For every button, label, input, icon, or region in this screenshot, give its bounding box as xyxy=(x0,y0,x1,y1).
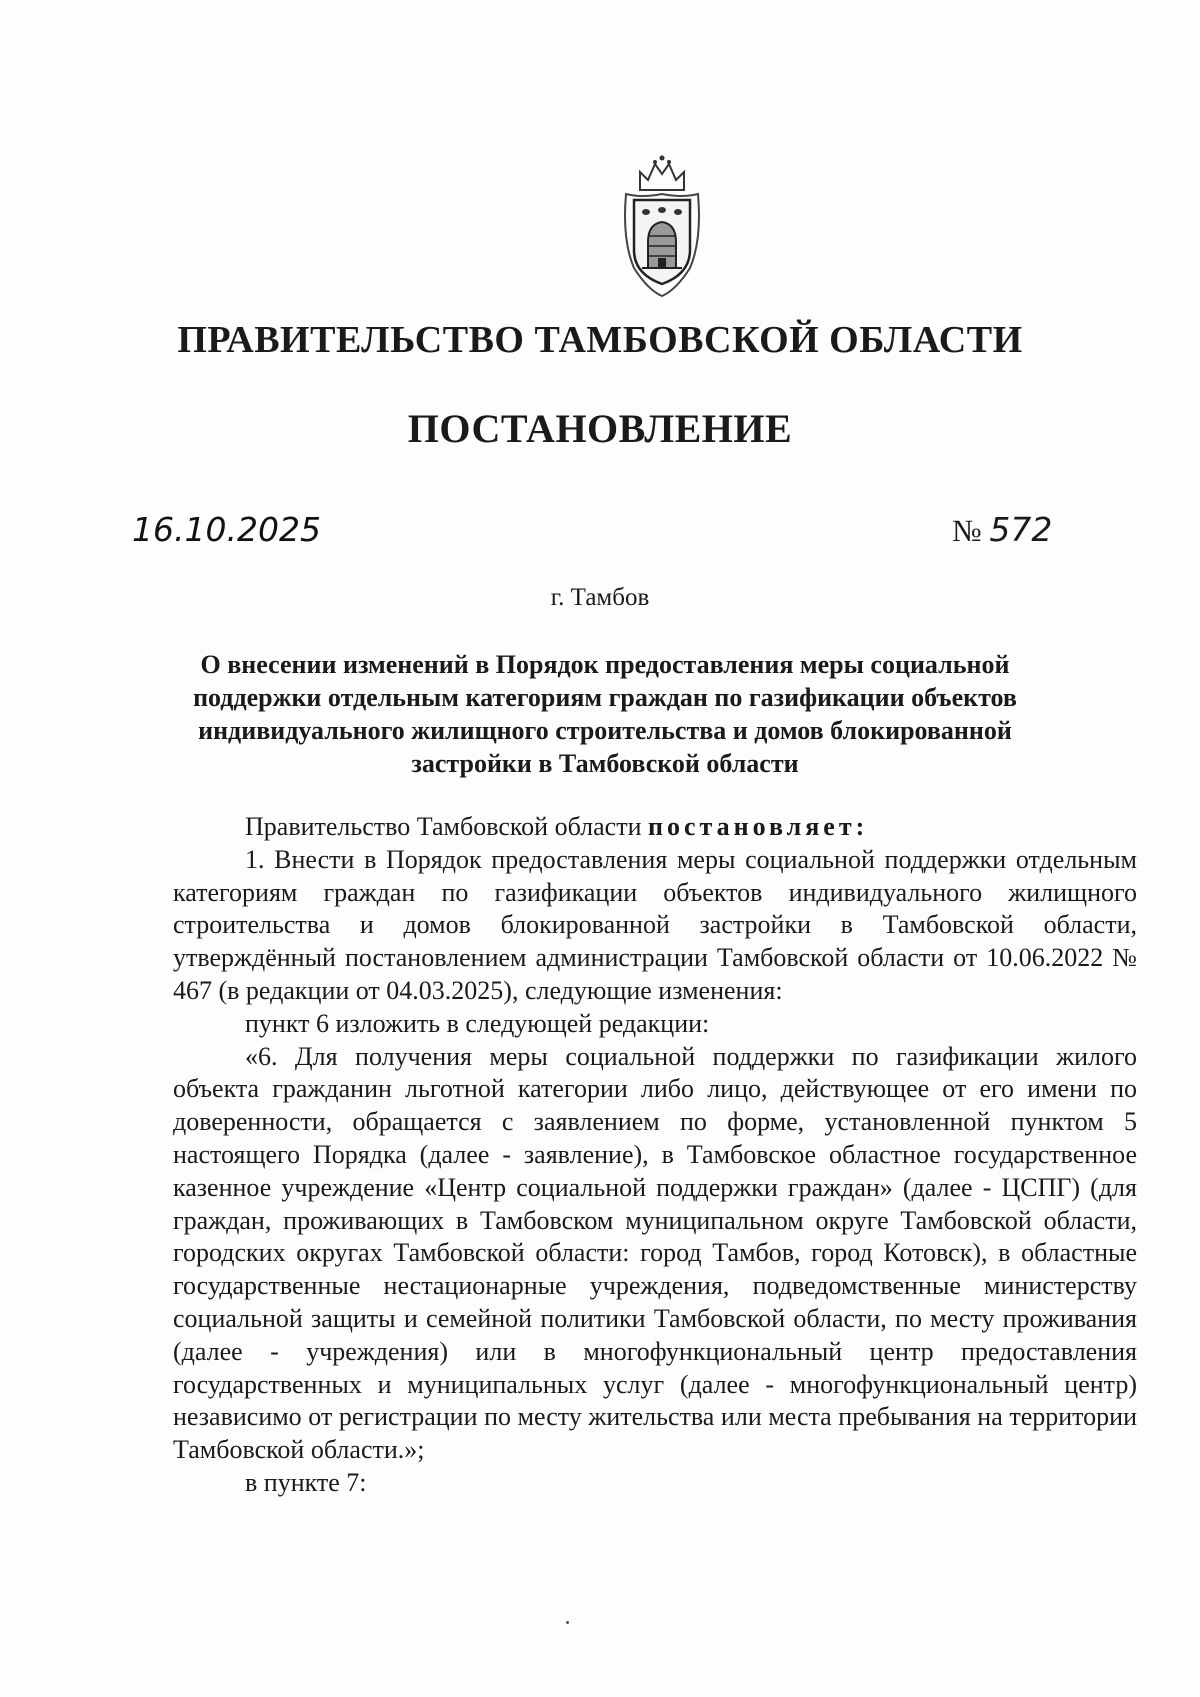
number-sign: № xyxy=(952,513,982,548)
coat-of-arms-icon xyxy=(612,150,712,300)
document-number xyxy=(952,510,1052,549)
paragraph-3: «6. Для получения меры социальной поддержки по газификации жилого объекта гражданин льготной категории либо лицо, действующее от его имени по доверенности, обращается с заявлением по форме, установленной пунктом 5 настоящего Порядка (далее - заявление), в Тамбовское областное государственное казенное учреждение «Центр социальной поддержки граждан» (далее - ЦСПГ) (для граждан, проживающих в Тамбовском муниципальном округе Тамбовской области, городских округах Тамбовской области: город Тамбов, город Котовск), в областные государственные нестационарные учреждения, подведомственные министерству социальной защиты и семейной политики Тамбовской области, по месту проживания (далее - учреждения) или в многофункциональный центр предоставления государственных и муниципальных услуг (далее - многофункциональный центр) независимо от регистрации по месту жительства или места пребывания на территории Тамбовской области.»; xyxy=(173,1041,1137,1465)
document-date: 16.10.2025 xyxy=(132,510,321,549)
document-type-title: ПОСТАНОВЛЕНИЕ xyxy=(407,406,793,451)
document-body xyxy=(173,811,1137,1500)
number-value: 572 xyxy=(989,510,1053,549)
preamble xyxy=(173,811,1137,844)
scan-speck xyxy=(566,1621,569,1624)
paragraph-2: пункт 6 изложить в следующей редакции: xyxy=(245,1008,710,1038)
city-line: г. Тамбов xyxy=(550,584,650,611)
paragraph-1: 1. Внести в Порядок предоставления меры социальной поддержки отдельным категориям граждан по газификации объектов индивидуального жилищного строительства и домов блокированной застройки в Тамбовской области, утверждённый постановлением администрации Тамбовской области от 10.06.2022 № 467 (в редакции от 04.03.2025), следующие изменения: xyxy=(173,844,1137,1005)
preamble-verb: постановляет: xyxy=(648,812,869,841)
preamble-text: Правительство Тамбовской области xyxy=(245,812,648,841)
government-title: ПРАВИТЕЛЬСТВО ТАМБОВСКОЙ ОБЛАСТИ xyxy=(177,319,1023,361)
paragraph-4: в пункте 7: xyxy=(245,1467,367,1497)
document-subject: О внесении изменений в Порядок предоставления меры социальной поддержки отдельным категориям граждан по газификации объектов индивидуального жилищного строительства и домов блокированной застройки в Тамбовской области xyxy=(193,650,1017,778)
